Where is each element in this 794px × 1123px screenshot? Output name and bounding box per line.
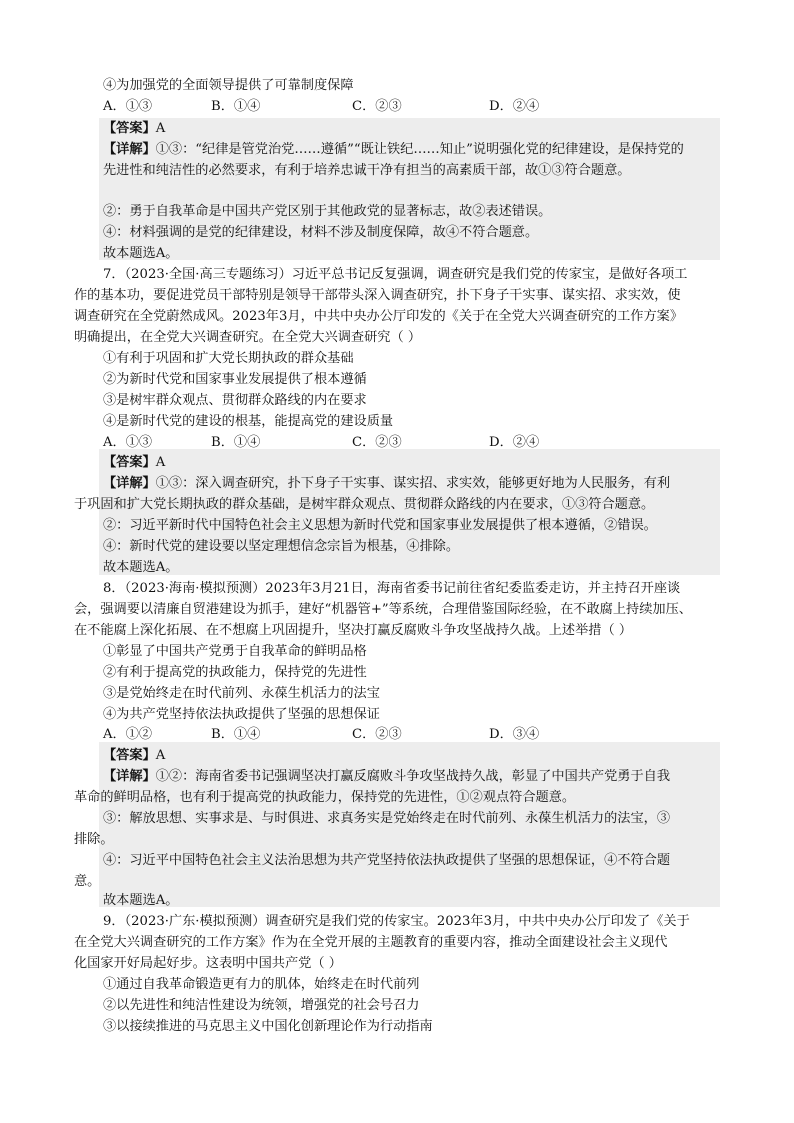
q7-item-4: ④是新时代党的建设的根基，能提高党的建设质量 — [103, 414, 394, 429]
answer-label: 【答案】 — [103, 121, 156, 136]
answer-label: 【答案】 — [103, 748, 156, 763]
q9-item-2: ②以先进性和纯洁性建设为统领，增强党的社会号召力 — [103, 998, 420, 1013]
explain-label: 【详解】 — [103, 476, 156, 491]
answer-value: A — [155, 748, 166, 763]
explain-text: ①③：深入调查研究，扑下身子干实事、谋实招、求实效，能够更好地为人民服务，有利 — [155, 476, 671, 491]
q8-option-b: B．①④ — [211, 727, 261, 742]
q7-explain-5: 故本题选A。 — [103, 560, 179, 575]
q7-option-b: B．①④ — [211, 435, 261, 450]
q6-explain-5: 故本题选A。 — [103, 246, 179, 261]
q9-item-3: ③以接续推进的马克思主义中国化创新理论作为行动指南 — [103, 1019, 433, 1034]
explain-label: 【详解】 — [103, 769, 156, 784]
q7-stem-3: 调查研究在全党蔚然成风。2023年3月，中共中央办公厅印发的《关于在全党大兴调查研究的工作方案》 — [74, 309, 684, 324]
q9-stem-2: 在全党大兴调查研究的工作方案》作为在全党开展的主题教育的重要内容，推动全面建设社会主义现代 — [74, 935, 668, 950]
q7-explain-3: ②：习近平新时代中国特色社会主义思想为新时代党和国家事业发展提供了根本遵循，②错误。 — [103, 518, 657, 533]
q8-stem-2: 会，强调要以清廉自贸港建设为抓手，建好“机器管+”等系统，合理借鉴国际经验，在不敢腐上持续加压、 — [74, 602, 692, 617]
q7-stem-2: 作的基本功，要促进党员干部特别是领导干部带头深入调查研究，扑下身子干实事、谋实招、求实效，使 — [74, 288, 681, 303]
q7-explain-2: 于巩固和扩大党长期执政的群众基础，是树牢群众观点、贯彻群众路线的内在要求，①③符合题意。 — [74, 497, 655, 512]
q6-option-c: C．②③ — [352, 99, 402, 114]
q9-item-1: ①通过自我革命锻造更有力的肌体，始终走在时代前列 — [103, 977, 420, 992]
q6-option-d: D．②④ — [489, 99, 540, 114]
q7-answer — [103, 452, 794, 473]
q8-option-c: C．②③ — [352, 727, 402, 742]
q8-explain-1 — [103, 766, 794, 787]
answer-value: A — [155, 121, 166, 136]
q6-option-a: A．①③ — [103, 99, 153, 114]
q8-stem-3: 在不能腐上深化拓展、在不想腐上巩固提升，坚决打赢反腐败斗争攻坚战持久战。上述举措（ ） — [74, 623, 633, 638]
q9-stem-3: 化国家开好局起好步。这表明中国共产党（ ） — [74, 956, 342, 971]
explain-label: 【详解】 — [103, 142, 156, 157]
q8-explain-5: ④：习近平中国特色社会主义法治思想为共产党坚持依法执政提供了坚强的思想保证，④不符合题 — [103, 853, 671, 868]
q8-explain-2: 革命的鲜明品格，也有利于提高党的执政能力，保持党的先进性，①②观点符合题意。 — [74, 790, 576, 805]
q6-answer — [103, 118, 794, 139]
q8-item-3: ③是党始终走在时代前列、永葆生机活力的法宝 — [103, 686, 380, 701]
q8-explain-6: 意。 — [74, 874, 101, 889]
q6-explain-1 — [103, 139, 794, 160]
q8-item-1: ①彰显了中国共产党勇于自我革命的鲜明品格 — [103, 644, 367, 659]
q6-explain-3: ②：勇于自我革命是中国共产党区别于其他政党的显著标志，故②表述错误。 — [103, 204, 552, 219]
q7-option-d: D．②④ — [489, 435, 540, 450]
q9-stem-1: 9．（2023·广东·模拟预测）调查研究是我们党的传家宝。2023年3月，中共中央办公厅印发了《关于 — [103, 914, 690, 929]
q7-explain-1 — [103, 473, 794, 494]
q7-item-2: ②为新时代党和国家事业发展提供了根本遵循 — [103, 372, 367, 387]
q6-item-4: ④为加强党的全面领导提供了可靠制度保障 — [103, 78, 354, 93]
answer-label: 【答案】 — [103, 455, 156, 470]
q8-stem-1: 8．（2023·海南·模拟预测）2023年3月21日，海南省委书记前往省纪委监委走访，并主持召开座谈 — [103, 581, 681, 596]
q7-explain-4: ④：新时代党的建设要以坚定理想信念宗旨为根基，④排除。 — [103, 539, 460, 554]
q8-explain-3: ③：解放思想、实事求是、与时俱进、求真务实是党始终走在时代前列、永葆生机活力的法宝，③ — [103, 811, 671, 826]
q8-answer — [103, 745, 794, 766]
q8-explain-7: 故本题选A。 — [103, 893, 179, 908]
q8-option-a: A．①② — [103, 727, 153, 742]
q6-explain-2: 先进性和纯洁性的必然要求，有利于培养忠诚干净有担当的高素质干部，故①③符合题意。 — [103, 163, 631, 178]
explain-text: ①③：“纪律是管党治党……遵循”“既让铁纪……知止”说明强化党的纪律建设，是保持党的 — [155, 142, 684, 157]
q6-explain-4: ④：材料强调的是党的纪律建设，材料不涉及制度保障，故④不符合题意。 — [103, 225, 539, 240]
q7-option-a: A．①③ — [103, 435, 153, 450]
q8-item-4: ④为共产党坚持依法执政提供了坚强的思想保证 — [103, 707, 380, 722]
q7-stem-4: 明确提出，在全党大兴调查研究。在全党大兴调查研究（ ） — [74, 330, 422, 345]
q8-option-d: D．③④ — [489, 727, 540, 742]
q7-option-c: C．②③ — [352, 435, 402, 450]
explain-text: ①②：海南省委书记强调坚决打赢反腐败斗争攻坚战持久战，彰显了中国共产党勇于自我 — [155, 769, 671, 784]
q8-item-2: ②有利于提高党的执政能力，保持党的先进性 — [103, 665, 367, 680]
q7-item-3: ③是树牢群众观点、贯彻群众路线的内在要求 — [103, 393, 367, 408]
q7-stem-1: 7．（2023·全国·高三专题练习）习近平总书记反复强调，调查研究是我们党的传家宝，是做好各项工 — [103, 267, 688, 282]
q7-item-1: ①有利于巩固和扩大党长期执政的群众基础 — [103, 351, 354, 366]
answer-value: A — [155, 455, 166, 470]
q6-option-b: B．①④ — [211, 99, 261, 114]
q8-explain-4: 排除。 — [74, 832, 114, 847]
